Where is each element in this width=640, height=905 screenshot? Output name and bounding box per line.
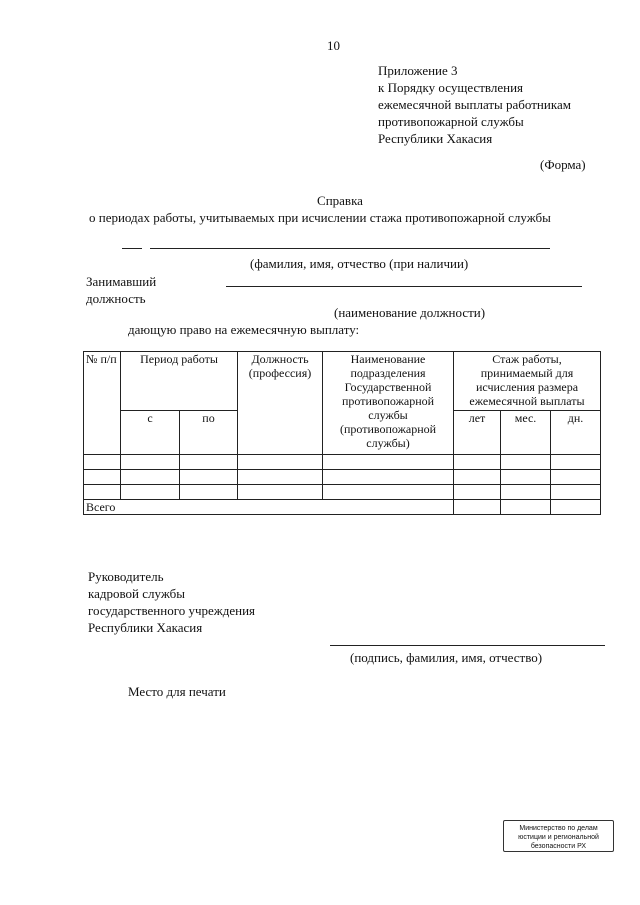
header-to: по [180, 411, 238, 455]
right-text: дающую право на ежемесячную выплату: [128, 322, 360, 337]
table-cell [551, 455, 601, 470]
header-division: Наименование подразделения Государственной противопожарной службы (противопожарной службы) [323, 352, 454, 455]
table-cell [238, 455, 323, 470]
stamp-line: Министерство по делам [519, 825, 598, 832]
table-cell [454, 455, 501, 470]
table-row [84, 470, 601, 485]
registration-stamp [503, 820, 614, 852]
header-months: мес. [501, 411, 551, 455]
table-cell [84, 470, 121, 485]
appendix-line: противопожарной службы [378, 114, 524, 129]
document-subtitle: о периодах работы, учитываемых при исчислении стажа противопожарной службы [89, 210, 551, 225]
seal-place: Место для печати [128, 684, 226, 699]
total-months [501, 500, 551, 515]
header-years: лет [454, 411, 501, 455]
table-cell [323, 455, 454, 470]
table-cell [323, 470, 454, 485]
header-experience: Стаж работы, принимаемый для исчисления размера ежемесячной выплаты [454, 352, 601, 411]
header-position: Должность (профессия) [238, 352, 323, 455]
appendix-block [378, 62, 571, 147]
table-cell [454, 485, 501, 500]
table-cell [238, 485, 323, 500]
table-cell [84, 485, 121, 500]
header-num: № п/п [84, 352, 121, 455]
signatory-line: кадровой службы [88, 586, 186, 601]
stamp-line: юстиции и региональной [518, 834, 599, 841]
form-label: (Форма) [540, 157, 586, 172]
page-number: 10 [327, 38, 340, 53]
total-row [84, 500, 601, 515]
table-cell [501, 470, 551, 485]
appendix-line: к Порядку осуществления [378, 80, 524, 95]
table-cell [121, 470, 180, 485]
fio-line [150, 248, 550, 249]
header-days: дн. [551, 411, 601, 455]
table-cell [454, 470, 501, 485]
fio-caption: (фамилия, имя, отчество (при наличии) [250, 256, 469, 271]
table-cell [121, 485, 180, 500]
table-cell [551, 470, 601, 485]
position-label: должность [86, 291, 146, 306]
table-cell [501, 485, 551, 500]
work-periods-table [83, 351, 601, 515]
table-cell [238, 470, 323, 485]
fio-line-dash [122, 248, 142, 249]
total-label: Всего [84, 500, 454, 515]
table-row [84, 455, 601, 470]
appendix-line: ежемесячной выплаты работникам [378, 97, 571, 112]
signature-caption: (подпись, фамилия, имя, отчество) [350, 650, 543, 665]
signatory-block [88, 568, 255, 636]
table-cell [323, 485, 454, 500]
position-line [226, 286, 582, 287]
table-cell [551, 485, 601, 500]
stamp-line: безопасности РХ [530, 843, 587, 850]
table-cell [180, 485, 238, 500]
position-caption: (наименование должности) [334, 305, 486, 320]
document-title: Справка [317, 193, 363, 208]
signature-line [330, 645, 605, 646]
table-cell [121, 455, 180, 470]
held-label: Занимавший [86, 274, 157, 289]
header-period: Период работы [121, 352, 238, 411]
signatory-line: Республики Хакасия [88, 620, 203, 635]
table-cell [180, 470, 238, 485]
appendix-line: Республики Хакасия [378, 131, 493, 146]
table-cell [84, 455, 121, 470]
signatory-line: государственного учреждения [88, 603, 256, 618]
total-days [551, 500, 601, 515]
table-cell [501, 455, 551, 470]
signatory-line: Руководитель [88, 569, 164, 584]
table-cell [180, 455, 238, 470]
total-years [454, 500, 501, 515]
appendix-line: Приложение 3 [378, 63, 458, 78]
header-from: с [121, 411, 180, 455]
table-row [84, 485, 601, 500]
